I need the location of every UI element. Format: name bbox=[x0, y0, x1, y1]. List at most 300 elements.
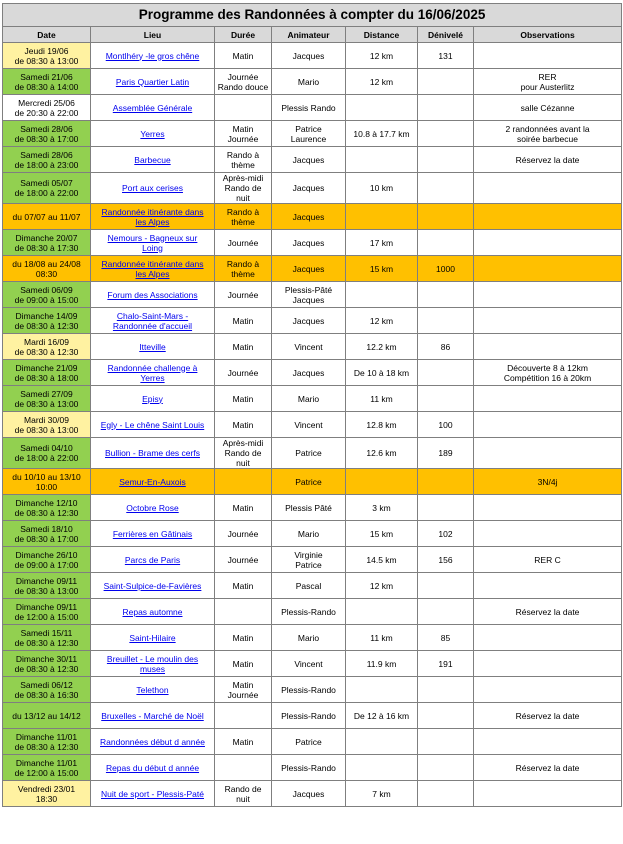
leader-cell bbox=[272, 573, 346, 599]
distance-cell bbox=[346, 469, 418, 495]
location-link[interactable] bbox=[113, 103, 192, 113]
distance-cell bbox=[346, 651, 418, 677]
location-link[interactable] bbox=[136, 685, 168, 695]
elevation-cell bbox=[418, 651, 474, 677]
cell-text: Matin Journée bbox=[227, 123, 259, 144]
elevation-cell bbox=[418, 573, 474, 599]
cell-text: De 10 à 18 km bbox=[353, 367, 410, 378]
leader-cell bbox=[272, 230, 346, 256]
location-link[interactable] bbox=[108, 233, 198, 253]
distance-cell bbox=[346, 625, 418, 651]
location-link[interactable] bbox=[101, 259, 203, 279]
cell-text: 12.8 km bbox=[366, 419, 397, 430]
cell-text: 12 km bbox=[369, 315, 394, 326]
table-body bbox=[3, 43, 622, 807]
location-link[interactable] bbox=[119, 477, 186, 487]
cell-text: Patrice bbox=[295, 476, 322, 487]
observations-cell bbox=[474, 204, 622, 230]
location-link[interactable] bbox=[101, 789, 204, 799]
distance-cell bbox=[346, 599, 418, 625]
cell-text: Jacques bbox=[292, 211, 325, 222]
leader-cell bbox=[272, 147, 346, 173]
cell-text: 131 bbox=[438, 50, 453, 61]
location-cell bbox=[91, 43, 215, 69]
elevation-cell bbox=[418, 412, 474, 438]
cell-text: Rando à thème bbox=[226, 149, 260, 170]
cell-text: Forum des Associations bbox=[107, 289, 198, 300]
table-row bbox=[3, 781, 622, 807]
observations-cell bbox=[474, 651, 622, 677]
cell-text: Découverte 8 à 12km Compétition 16 à 20km bbox=[503, 362, 592, 383]
table-row bbox=[3, 573, 622, 599]
location-link[interactable] bbox=[126, 503, 178, 513]
leader-cell bbox=[272, 412, 346, 438]
observations-cell bbox=[474, 755, 622, 781]
elevation-cell bbox=[418, 521, 474, 547]
date-cell bbox=[3, 438, 91, 469]
elevation-cell bbox=[418, 677, 474, 703]
elevation-cell bbox=[418, 334, 474, 360]
location-link[interactable] bbox=[101, 420, 204, 430]
duration-cell bbox=[215, 469, 272, 495]
table-row bbox=[3, 469, 622, 495]
cell-text: Dimanche 09/11 de 12:00 à 15:00 bbox=[14, 601, 79, 622]
cell-text: Samedi 06/12 de 08:30 à 16:30 bbox=[14, 679, 79, 700]
cell-text: Réservez la date bbox=[515, 710, 580, 721]
cell-text: Journée bbox=[227, 528, 259, 539]
location-cell bbox=[91, 495, 215, 521]
cell-text: Dimanche 12/10 de 08:30 à 12:30 bbox=[14, 497, 79, 518]
location-link[interactable] bbox=[140, 129, 164, 139]
location-link[interactable] bbox=[100, 737, 205, 747]
observations-cell bbox=[474, 334, 622, 360]
distance-cell bbox=[346, 677, 418, 703]
date-cell bbox=[3, 755, 91, 781]
cell-text: Plessis-Rando bbox=[281, 684, 336, 695]
cell-text: du 18/08 au 24/08 08:30 bbox=[12, 258, 81, 279]
elevation-cell bbox=[418, 282, 474, 308]
duration-cell bbox=[215, 69, 272, 95]
date-cell bbox=[3, 599, 91, 625]
leader-cell bbox=[272, 495, 346, 521]
duration-cell bbox=[215, 43, 272, 69]
location-link[interactable] bbox=[116, 77, 189, 87]
duration-cell bbox=[215, 651, 272, 677]
leader-cell bbox=[272, 95, 346, 121]
elevation-cell bbox=[418, 43, 474, 69]
cell-text: Matin bbox=[232, 658, 254, 669]
cell-text: Matin Journée bbox=[227, 679, 259, 700]
cell-text: 17 km bbox=[369, 237, 394, 248]
location-cell bbox=[91, 173, 215, 204]
elevation-cell bbox=[418, 781, 474, 807]
header-denivele: Dénivelé bbox=[418, 27, 474, 43]
location-link[interactable] bbox=[134, 155, 170, 165]
distance-cell bbox=[346, 703, 418, 729]
duration-cell bbox=[215, 703, 272, 729]
table-row bbox=[3, 69, 622, 95]
cell-text: Jacques bbox=[292, 315, 325, 326]
date-cell bbox=[3, 625, 91, 651]
cell-text: Patrice Laurence bbox=[290, 123, 327, 144]
table-row bbox=[3, 256, 622, 282]
cell-text: Bruxelles - Marché de Noël bbox=[101, 710, 204, 721]
cell-text: Randonnée itinérante dans les Alpes bbox=[101, 258, 204, 279]
date-cell bbox=[3, 469, 91, 495]
header-row bbox=[3, 27, 622, 43]
schedule-sheet bbox=[2, 3, 621, 807]
date-cell bbox=[3, 495, 91, 521]
table-row bbox=[3, 521, 622, 547]
date-cell bbox=[3, 95, 91, 121]
location-link[interactable] bbox=[113, 311, 192, 331]
date-cell bbox=[3, 360, 91, 386]
elevation-cell bbox=[418, 360, 474, 386]
table-row bbox=[3, 703, 622, 729]
cell-text: du 13/12 au 14/12 bbox=[12, 710, 81, 721]
location-cell bbox=[91, 230, 215, 256]
table-row bbox=[3, 173, 622, 204]
leader-cell bbox=[272, 121, 346, 147]
duration-cell bbox=[215, 173, 272, 204]
elevation-cell bbox=[418, 469, 474, 495]
cell-text: Jacques bbox=[292, 183, 325, 193]
table-row bbox=[3, 360, 622, 386]
location-link[interactable] bbox=[101, 711, 204, 721]
cell-text: Plessis Rando bbox=[281, 102, 336, 113]
cell-text: Samedi 28/06 de 18:00 à 23:00 bbox=[14, 149, 79, 170]
leader-cell bbox=[272, 729, 346, 755]
duration-cell bbox=[215, 95, 272, 121]
distance-cell bbox=[346, 573, 418, 599]
observations-cell bbox=[474, 69, 622, 95]
duration-cell bbox=[215, 121, 272, 147]
duration-cell bbox=[215, 386, 272, 412]
duration-cell bbox=[215, 521, 272, 547]
leader-cell bbox=[272, 438, 346, 469]
cell-text: Mardi 30/09 de 08:30 à 13:00 bbox=[14, 414, 79, 435]
location-link[interactable] bbox=[101, 207, 203, 227]
location-link[interactable] bbox=[113, 529, 192, 539]
elevation-cell bbox=[418, 755, 474, 781]
date-cell bbox=[3, 651, 91, 677]
date-cell bbox=[3, 204, 91, 230]
duration-cell bbox=[215, 147, 272, 173]
cell-text: 85 bbox=[440, 632, 451, 643]
observations-cell bbox=[474, 677, 622, 703]
cell-text: Mario bbox=[297, 76, 320, 87]
date-cell bbox=[3, 547, 91, 573]
cell-text: Journée bbox=[227, 237, 259, 248]
cell-text: Plessis-Rando bbox=[281, 762, 336, 773]
leader-cell bbox=[272, 703, 346, 729]
table-row bbox=[3, 147, 622, 173]
observations-cell bbox=[474, 256, 622, 282]
cell-text: Port aux cerises bbox=[122, 183, 183, 193]
cell-text: Nemours - Bagneux sur Loing bbox=[107, 232, 198, 253]
table-row bbox=[3, 230, 622, 256]
cell-text: Breuillet - Le moulin des muses bbox=[106, 653, 199, 674]
cell-text: Chalo-Saint-Mars - Randonnée d'accueil bbox=[112, 310, 193, 331]
cell-text: 12 km bbox=[369, 76, 394, 87]
cell-text: 2 randonnées avant la soirée barbecue bbox=[505, 123, 590, 144]
cell-text: salle Cézanne bbox=[520, 102, 575, 113]
duration-cell bbox=[215, 438, 272, 469]
elevation-cell bbox=[418, 230, 474, 256]
cell-text: 12.6 km bbox=[366, 448, 397, 458]
cell-text: Mardi 16/09 de 08:30 à 12:30 bbox=[14, 336, 79, 357]
distance-cell bbox=[346, 729, 418, 755]
cell-text: Journée bbox=[227, 367, 259, 378]
distance-cell bbox=[346, 334, 418, 360]
location-link[interactable] bbox=[122, 183, 183, 193]
duration-cell bbox=[215, 573, 272, 599]
table-row bbox=[3, 121, 622, 147]
cell-text: Plessis-Pâté Jacques bbox=[284, 284, 333, 305]
distance-cell bbox=[346, 521, 418, 547]
date-cell bbox=[3, 282, 91, 308]
cell-text: Repas automne bbox=[122, 606, 183, 617]
hike-schedule-table bbox=[2, 3, 622, 807]
table-row bbox=[3, 438, 622, 469]
duration-cell bbox=[215, 334, 272, 360]
cell-text: De 12 à 16 km bbox=[353, 710, 410, 721]
observations-cell bbox=[474, 495, 622, 521]
cell-text: Mercredi 25/06 de 20:30 à 22:00 bbox=[14, 97, 79, 118]
cell-text: Semur-En-Auxois bbox=[119, 476, 186, 487]
cell-text: RER C bbox=[534, 554, 561, 565]
observations-cell bbox=[474, 729, 622, 755]
location-link[interactable] bbox=[129, 633, 175, 643]
leader-cell bbox=[272, 173, 346, 204]
location-link[interactable] bbox=[108, 363, 198, 383]
cell-text: Repas du début d année bbox=[105, 762, 200, 773]
location-link[interactable] bbox=[107, 654, 198, 674]
distance-cell bbox=[346, 69, 418, 95]
cell-text: Après-midi Rando de nuit bbox=[222, 173, 264, 203]
location-cell bbox=[91, 755, 215, 781]
location-cell bbox=[91, 282, 215, 308]
duration-cell bbox=[215, 547, 272, 573]
cell-text: 10.8 à 17.7 km bbox=[353, 128, 410, 139]
elevation-cell bbox=[418, 69, 474, 95]
cell-text: Journée bbox=[227, 554, 259, 565]
location-cell bbox=[91, 599, 215, 625]
location-cell bbox=[91, 386, 215, 412]
duration-cell bbox=[215, 256, 272, 282]
table-row bbox=[3, 386, 622, 412]
location-cell bbox=[91, 547, 215, 573]
location-cell bbox=[91, 147, 215, 173]
duration-cell bbox=[215, 412, 272, 438]
leader-cell bbox=[272, 204, 346, 230]
header-date: Date bbox=[3, 27, 91, 43]
leader-cell bbox=[272, 256, 346, 282]
cell-text: Dimanche 26/10 de 09:00 à 17:00 bbox=[14, 549, 79, 570]
distance-cell bbox=[346, 204, 418, 230]
date-cell bbox=[3, 121, 91, 147]
location-link[interactable] bbox=[142, 394, 163, 404]
cell-text: Samedi 21/06 de 08:30 à 14:00 bbox=[14, 71, 79, 92]
date-cell bbox=[3, 173, 91, 204]
cell-text: Yerres bbox=[140, 128, 165, 139]
header-lieu: Lieu bbox=[91, 27, 215, 43]
leader-cell bbox=[272, 781, 346, 807]
cell-text: 86 bbox=[440, 341, 451, 352]
date-cell bbox=[3, 703, 91, 729]
cell-text: Matin bbox=[232, 632, 254, 643]
distance-cell bbox=[346, 282, 418, 308]
header-observations: Observations bbox=[474, 27, 622, 43]
observations-cell bbox=[474, 521, 622, 547]
distance-cell bbox=[346, 173, 418, 204]
leader-cell bbox=[272, 599, 346, 625]
observations-cell bbox=[474, 308, 622, 334]
observations-cell bbox=[474, 781, 622, 807]
duration-cell bbox=[215, 781, 272, 807]
cell-text: Dimanche 20/07 de 08:30 à 17:30 bbox=[14, 232, 79, 253]
cell-text: Ferrières en Gâtinais bbox=[112, 528, 193, 539]
date-cell bbox=[3, 781, 91, 807]
cell-text: Assemblée Générale bbox=[112, 102, 193, 113]
cell-text: 12.2 km bbox=[366, 341, 397, 352]
cell-text: Randonnée itinérante dans les Alpes bbox=[101, 206, 204, 227]
leader-cell bbox=[272, 334, 346, 360]
date-cell bbox=[3, 412, 91, 438]
location-cell bbox=[91, 469, 215, 495]
location-link[interactable] bbox=[125, 555, 180, 565]
date-cell bbox=[3, 573, 91, 599]
table-row bbox=[3, 334, 622, 360]
location-cell bbox=[91, 703, 215, 729]
distance-cell bbox=[346, 781, 418, 807]
distance-cell bbox=[346, 121, 418, 147]
distance-cell bbox=[346, 43, 418, 69]
cell-text: Dimanche 14/09 de 08:30 à 12:30 bbox=[14, 310, 79, 331]
date-cell bbox=[3, 308, 91, 334]
location-link[interactable] bbox=[104, 581, 202, 591]
distance-cell bbox=[346, 547, 418, 573]
header-duree: Durée bbox=[215, 27, 272, 43]
location-link[interactable] bbox=[139, 342, 165, 352]
elevation-cell bbox=[418, 438, 474, 469]
leader-cell bbox=[272, 469, 346, 495]
elevation-cell bbox=[418, 95, 474, 121]
leader-cell bbox=[272, 547, 346, 573]
observations-cell bbox=[474, 703, 622, 729]
cell-text: 15 km bbox=[369, 263, 394, 274]
cell-text: Réservez la date bbox=[515, 154, 580, 165]
cell-text: Jeudi 19/06 de 08:30 à 13:00 bbox=[14, 45, 79, 66]
leader-cell bbox=[272, 755, 346, 781]
duration-cell bbox=[215, 729, 272, 755]
elevation-cell bbox=[418, 625, 474, 651]
cell-text: Jacques bbox=[292, 50, 325, 61]
cell-text: Matin bbox=[232, 580, 254, 591]
distance-cell bbox=[346, 386, 418, 412]
cell-text: 12 km bbox=[369, 50, 394, 61]
date-cell bbox=[3, 729, 91, 755]
location-cell bbox=[91, 256, 215, 282]
observations-cell bbox=[474, 573, 622, 599]
date-cell bbox=[3, 147, 91, 173]
location-cell bbox=[91, 204, 215, 230]
cell-text: Samedi 15/11 de 08:30 à 12:30 bbox=[14, 627, 79, 648]
duration-cell bbox=[215, 204, 272, 230]
cell-text: 1000 bbox=[436, 263, 455, 274]
cell-text: Pascal bbox=[295, 580, 322, 591]
distance-cell bbox=[346, 755, 418, 781]
duration-cell bbox=[215, 495, 272, 521]
cell-text: 156 bbox=[438, 554, 453, 565]
elevation-cell bbox=[418, 121, 474, 147]
cell-text: Vincent bbox=[294, 658, 323, 669]
cell-text: Rando à thème bbox=[226, 258, 260, 279]
elevation-cell bbox=[418, 308, 474, 334]
location-link[interactable] bbox=[106, 763, 199, 773]
cell-text: 102 bbox=[438, 528, 453, 539]
location-cell bbox=[91, 95, 215, 121]
observations-cell bbox=[474, 438, 622, 469]
date-cell bbox=[3, 69, 91, 95]
cell-text: Samedi 28/06 de 08:30 à 17:00 bbox=[14, 123, 79, 144]
header-animateur: Animateur bbox=[272, 27, 346, 43]
cell-text: 15 km bbox=[369, 528, 394, 539]
cell-text: 189 bbox=[438, 448, 453, 458]
location-link[interactable] bbox=[122, 607, 182, 617]
cell-text: Matin bbox=[232, 341, 254, 352]
cell-text: Randonnées début d année bbox=[100, 736, 205, 747]
cell-text: Paris Quartier Latin bbox=[115, 76, 190, 87]
cell-text: Egly - Le chêne Saint Louis bbox=[100, 419, 205, 430]
cell-text: Dimanche 30/11 de 08:30 à 12:30 bbox=[14, 653, 79, 674]
observations-cell bbox=[474, 547, 622, 573]
cell-text: Vincent bbox=[294, 419, 323, 430]
date-cell bbox=[3, 521, 91, 547]
elevation-cell bbox=[418, 547, 474, 573]
distance-cell bbox=[346, 230, 418, 256]
location-link[interactable] bbox=[107, 290, 197, 300]
location-link[interactable] bbox=[106, 51, 200, 61]
leader-cell bbox=[272, 386, 346, 412]
leader-cell bbox=[272, 625, 346, 651]
location-cell bbox=[91, 438, 215, 469]
observations-cell bbox=[474, 412, 622, 438]
cell-text: Parcs de Paris bbox=[124, 554, 181, 565]
location-cell bbox=[91, 412, 215, 438]
cell-text: Montlhéry -le gros chêne bbox=[105, 50, 200, 61]
header-distance: Distance bbox=[346, 27, 418, 43]
table-row bbox=[3, 308, 622, 334]
duration-cell bbox=[215, 755, 272, 781]
cell-text: Plessis-Rando bbox=[281, 710, 336, 721]
cell-text: Samedi 27/09 de 08:30 à 13:00 bbox=[14, 388, 79, 409]
elevation-cell bbox=[418, 703, 474, 729]
observations-cell bbox=[474, 147, 622, 173]
date-cell bbox=[3, 230, 91, 256]
cell-text: Saint-Hilaire bbox=[129, 632, 176, 643]
leader-cell bbox=[272, 69, 346, 95]
elevation-cell bbox=[418, 256, 474, 282]
observations-cell bbox=[474, 230, 622, 256]
distance-cell bbox=[346, 412, 418, 438]
location-link[interactable] bbox=[105, 448, 200, 458]
cell-text: Barbecue bbox=[134, 154, 171, 165]
duration-cell bbox=[215, 308, 272, 334]
leader-cell bbox=[272, 43, 346, 69]
cell-text: Vendredi 23/01 18:30 bbox=[17, 783, 76, 804]
observations-cell bbox=[474, 625, 622, 651]
